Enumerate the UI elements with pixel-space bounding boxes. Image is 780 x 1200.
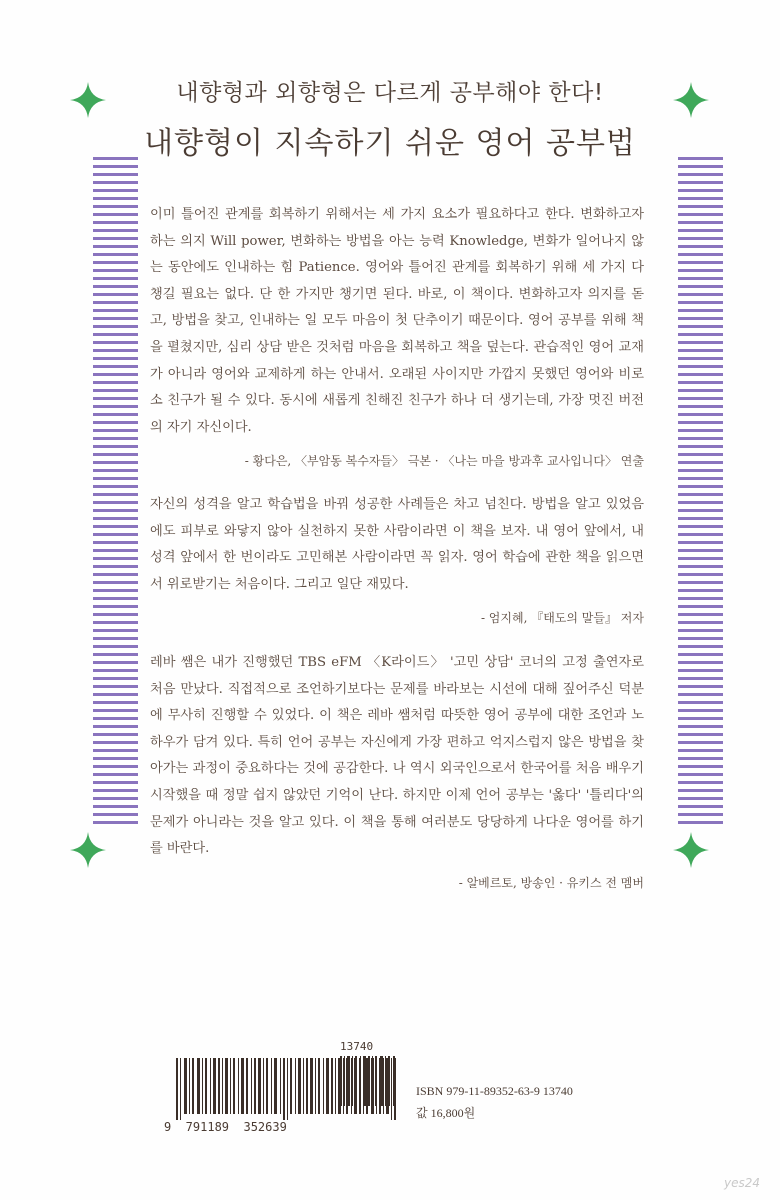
cover-subtitle: 내향형과 외향형은 다르게 공부해야 한다! [176,80,604,106]
striped-border-left [93,157,138,827]
sparkle-icon-bottom-left [70,832,106,868]
striped-border-right [678,157,723,827]
sparkle-icon-top-left [70,82,106,118]
review-2 [150,492,644,632]
isbn-number: ISBN 979-11-89352-63-9 13740 [416,1084,573,1098]
review-attribution: - 알베르토, 방송인 · 유키스 전 멤버 [458,875,644,890]
barcode-digits: 9 791189 352639 [164,1120,287,1134]
review-attribution: - 엄지혜, 『태도의 말들』 저자 [480,611,644,626]
review-text: 레바 쌤은 내가 진행했던 TBS eFM 〈K라이드〉 '고민 상담' 코너의 고정 출연자로 처음 만났다. 직접적으로 조언하기보다는 문제를 바라보는 시선에 대해 짚어주신 덕분에 무사히 진행할 수 있었다. 이 책은 레바 쌤처럼 따뜻한 영어 공부에 대한 조언과 노하우가 담겨 있다. 특히 언어 공부는 자신에게 가장 편하고 억지스럽지 않은 방법을 찾아가는 과정이 중요하다는 것에 공감한다. 나 역시 외국인으로서 한국어를 처음 배우기 시작했을 때 정말 쉽지 않았던 기억이 난다. 하지만 이제 언어 공부는 '옳다' '틀리다'의 문제가 아니라는 것을 알고 있다. 이 책을 통해 여러분도 당당하게 나다운 영어를 하기를 바란다. [150,655,644,857]
sparkle-icon-top-right [673,82,709,118]
sparkle-icon-bottom-right [673,832,709,868]
isbn-block [416,1080,573,1124]
price: 값 16,800원 [416,1106,476,1120]
watermark: yes24 [724,1176,761,1190]
barcode-addon-digits: 13740 [340,1040,374,1053]
cover-title: 내향형이 지속하기 쉬운 영어 공부법 [144,126,636,161]
review-text: 자신의 성격을 알고 학습법을 바꿔 성공한 사례들은 차고 넘친다. 방법을 알고 있었음에도 피부로 와닿지 않아 실천하지 못한 사람이라면 이 책을 보자. 내 영어 앞에서, 내 성격 앞에서 한 번이라도 고민해본 사람이라면 꼭 읽자. 영어 학습에 관한 책을 읽으면서 위로받기는 처음이다. 그리고 일단 재밌다. [150,497,644,592]
review-attribution: - 황다은, 〈부암동 복수자들〉 극본 · 〈나는 마을 방과후 교사입니다〉 연출 [244,454,644,469]
review-1 [150,202,644,475]
review-3 [150,650,644,896]
review-text: 이미 틀어진 관계를 회복하기 위해서는 세 가지 요소가 필요하다고 한다. 변화하고자 하는 의지 Will power, 변화하는 방법을 아는 능력 Knowledge, 변화가 일어나지 않는 동안에도 인내하는 힘 Patience. 영어와 틀어진 관계를 회복하기 위해 세 가지 다 챙길 필요는 없다. 단 한 가지만 챙기면 된다. 바로, 이 책이다. 변화하고자 의지를 돋고, 방법을 찾고, 인내하는 일 모두 마음이 첫 단추이기 때문이다. 영어 공부를 위해 책을 펼쳤지만, 심리 상담 받은 것처럼 마음을 회복하고 책을 덮는다. 관습적인 영어 교재가 아니라 영어와 교제하게 하는 안내서. 오래된 사이지만 가깝지 못했던 영어와 비로소 친구가 될 수 있다. 동시에 새롭게 친해진 친구가 하나 더 생기는데, 가장 멋진 버전의 자기 자신이다. [150,207,644,435]
barcode-addon-image [340,1056,396,1106]
